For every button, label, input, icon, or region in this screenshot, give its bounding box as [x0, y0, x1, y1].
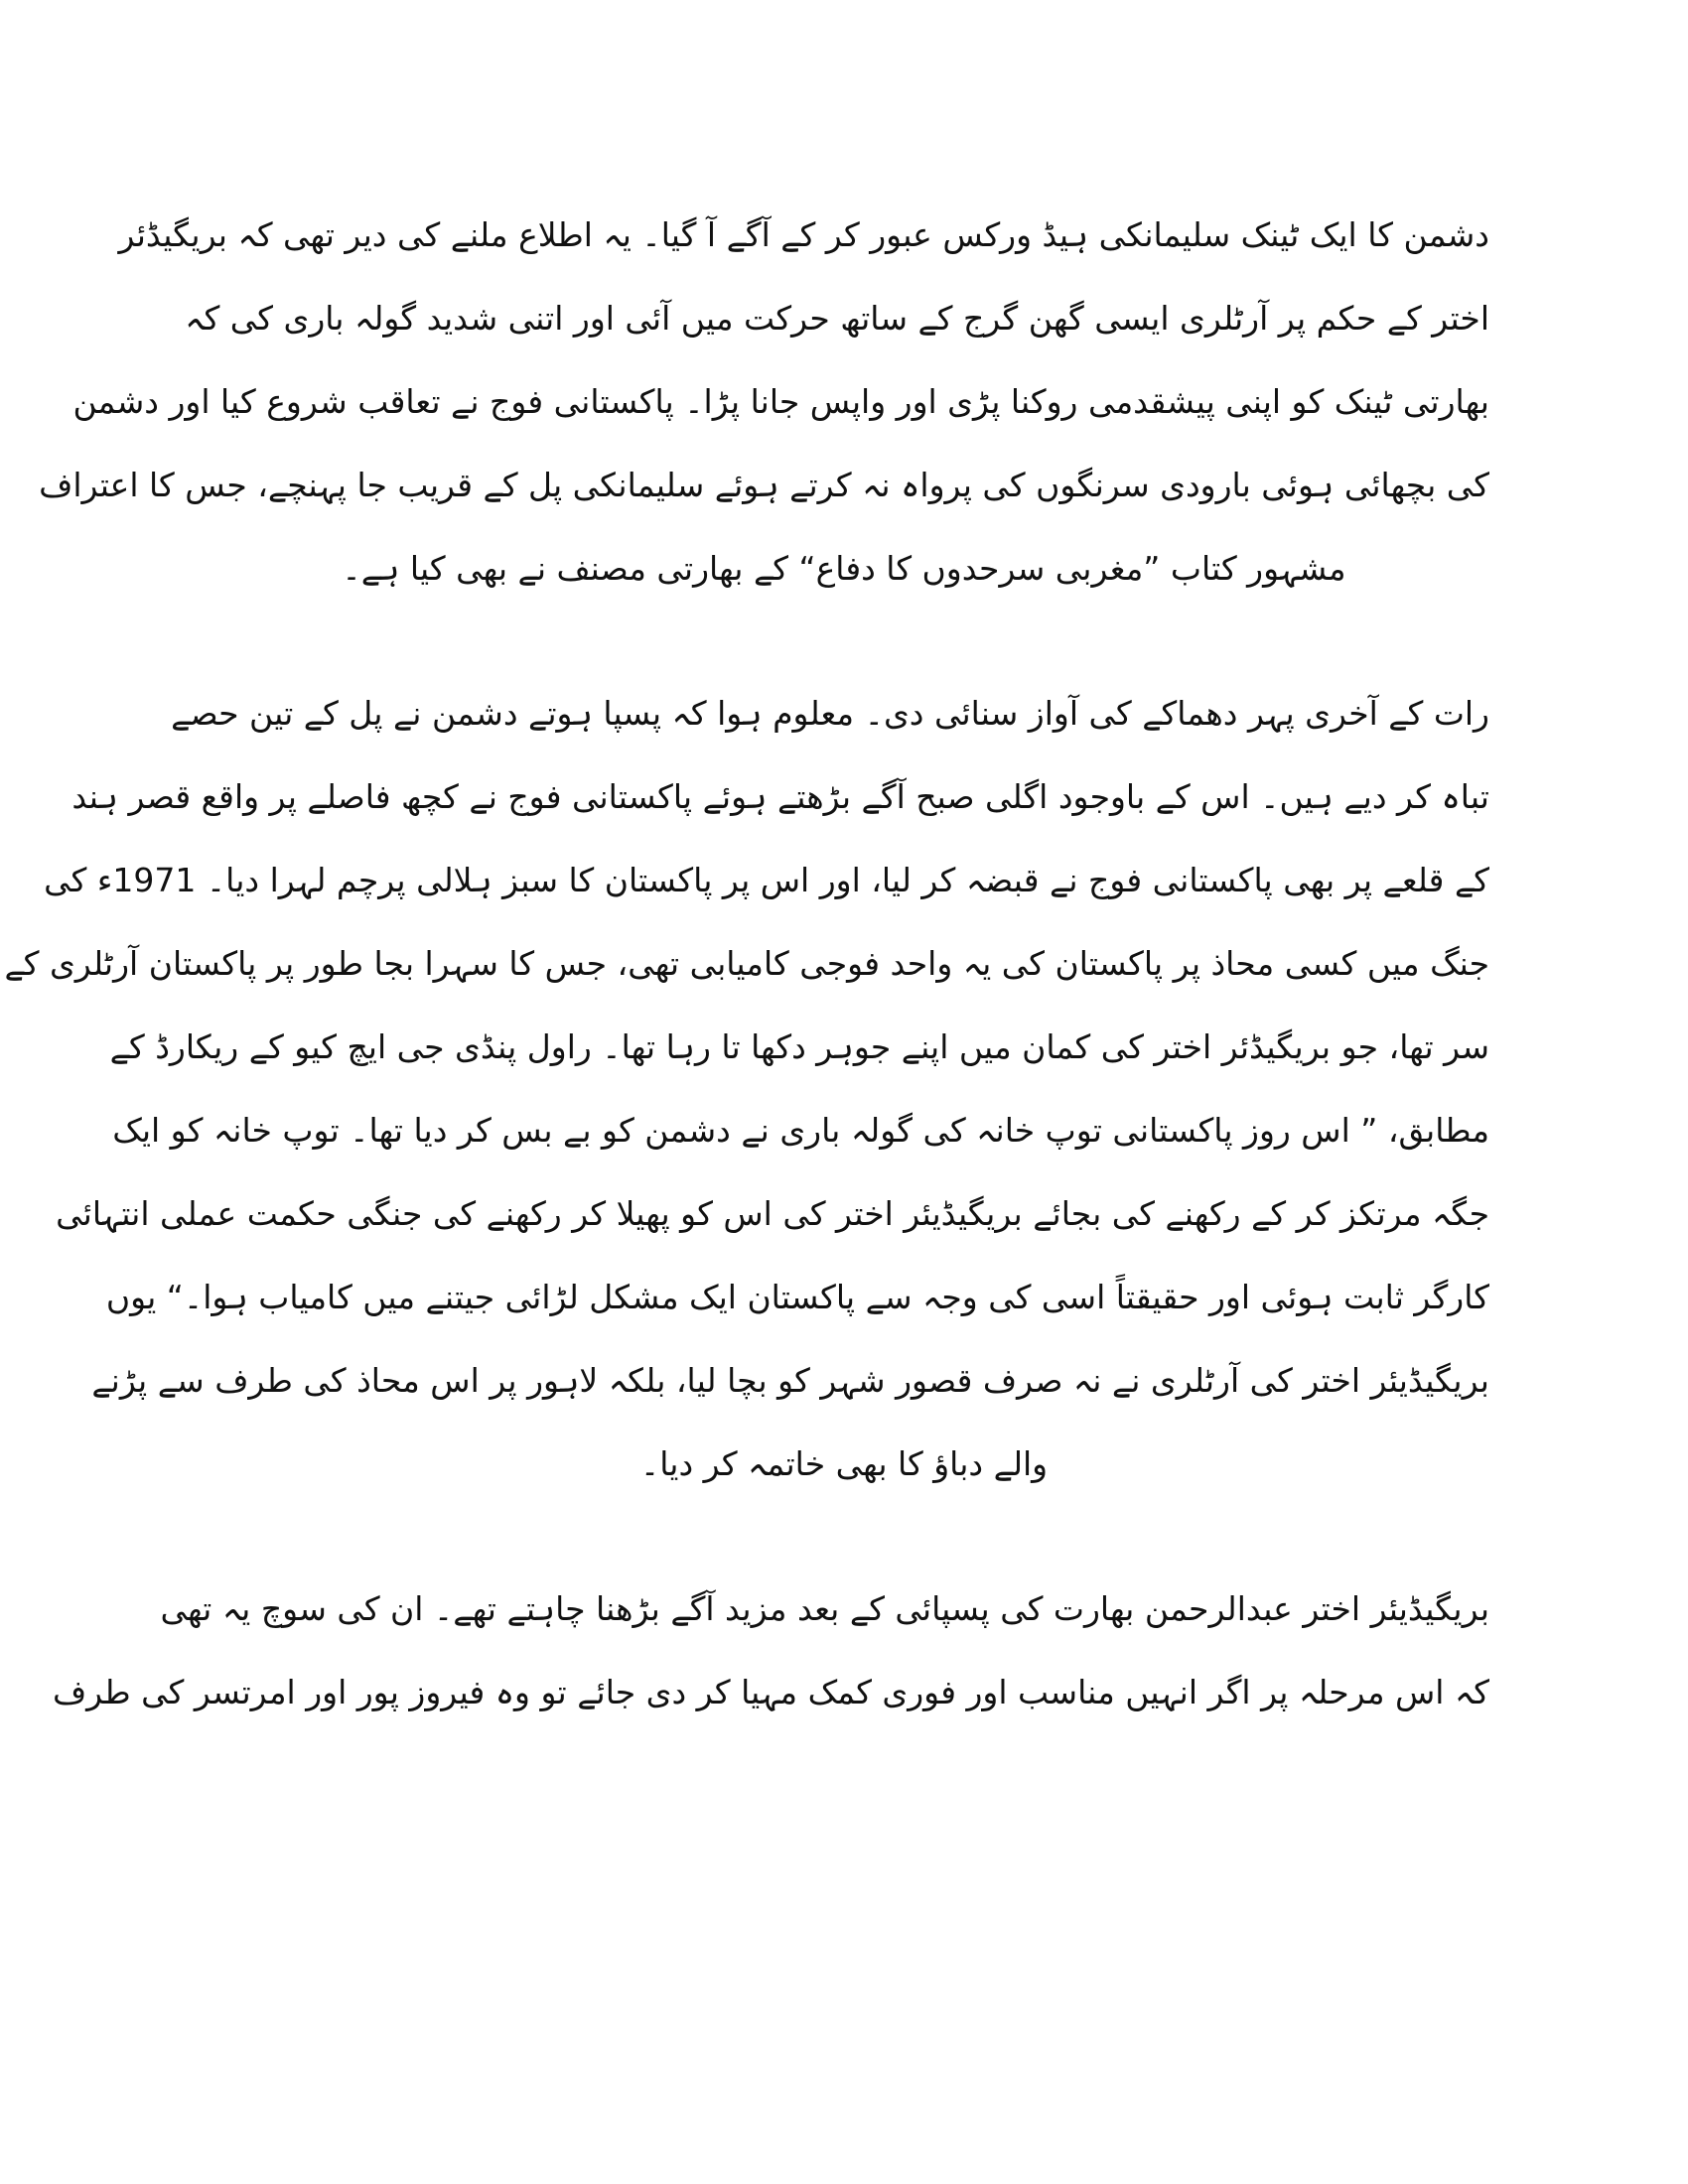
text-line: جگہ مرتکز کر کے رکھنے کی بجائے بریگیڈیئر اختر کی اس کو پھیلا کر رکھنے کی جنگی حکمت عملی انتہائی: [56, 1194, 1489, 1233]
text-line: بریگیڈیئر اختر عبدالرحمن بھارت کی پسپائی کے بعد مزید آگے بڑھنا چاہتے تھے۔ ان کی سوچ یہ تھی: [160, 1589, 1489, 1628]
text-line: بھارتی ٹینک کو اپنی پیشقدمی روکنا پڑی اور واپس جانا پڑا۔ پاکستانی فوج نے تعاقب شروع کیا اور دشمن: [72, 382, 1489, 421]
text-line: کارگر ثابت ہوئی اور حقیقتاً اسی کی وجہ سے پاکستان ایک مشکل لڑائی جیتنے میں کامیاب ہوا۔“ یوں: [105, 1278, 1489, 1316]
text-line: کے قلعے پر بھی پاکستانی فوج نے قبضہ کر لیا، اور اس پر پاکستان کا سبز ہلالی پرچم لہرا دیا۔ 1971ء کی: [44, 861, 1489, 899]
text-line: والے دباؤ کا بھی خاتمہ کر دیا۔: [639, 1444, 1049, 1483]
text-line: مشہور کتاب ”مغربی سرحدوں کا دفاع“ کے بھارتی مصنف نے بھی کیا ہے۔: [342, 549, 1346, 588]
text-line: جنگ میں کسی محاذ پر پاکستان کی یہ واحد فوجی کامیابی تھی، جس کا سہرا بجا طور پر پاکستان آرٹلری کے: [4, 944, 1489, 983]
text-line: اختر کے حکم پر آرٹلری ایسی گھن گرج کے ساتھ حرکت میں آئی اور اتنی شدید گولہ باری کی کہ: [185, 299, 1489, 338]
text-line: دشمن کا ایک ٹینک سلیمانکی ہیڈ ورکس عبور کر کے آگے آ گیا۔ یہ اطلاع ملنے کی دیر تھی کہ بریگیڈئر: [118, 215, 1489, 254]
document-page: [4, 194, 1489, 2030]
paragraph-3: [52, 1568, 1489, 1734]
text-line: سر تھا، جو بریگیڈئر اختر کی کمان میں اپنے جوہر دکھا تا رہا تھا۔ راول پنڈی جی ایچ کیو کے ریکارڈ کے: [109, 1027, 1489, 1066]
paragraph-1: [39, 194, 1489, 611]
paragraph-2: [4, 672, 1489, 1506]
text-line: کہ اس مرحلہ پر اگر انہیں مناسب اور فوری کمک مہیا کر دی جائے تو وہ فیروز پور اور امرتسر کی طرف: [52, 1673, 1489, 1711]
text-line: مطابق، ” اس روز پاکستانی توپ خانہ کی گولہ باری نے دشمن کو بے بس کر دیا تھا۔ توپ خانہ کو ایک: [112, 1111, 1489, 1150]
text-line: کی بچھائی ہوئی بارودی سرنگوں کی پرواہ نہ کرتے ہوئے سلیمانکی پل کے قریب جا پہنچے، جس کا اعتراف: [39, 466, 1489, 504]
text-line: تباہ کر دیے ہیں۔ اس کے باوجود اگلی صبح آگے بڑھتے ہوئے پاکستانی فوج نے کچھ فاصلے پر واقع قصر ہند: [71, 777, 1489, 816]
paragraph-spacer: [199, 1506, 1489, 1568]
paragraph-spacer: [199, 611, 1489, 672]
text-line: بریگیڈیئر اختر کی آرٹلری نے نہ صرف قصور شہر کو بچا لیا، بلکہ لاہور پر اس محاذ کی طرف سے پڑنے: [91, 1361, 1489, 1400]
text-line: رات کے آخری پہر دھماکے کی آواز سنائی دی۔ معلوم ہوا کہ پسپا ہوتے دشمن نے پل کے تین حصے: [171, 694, 1489, 733]
